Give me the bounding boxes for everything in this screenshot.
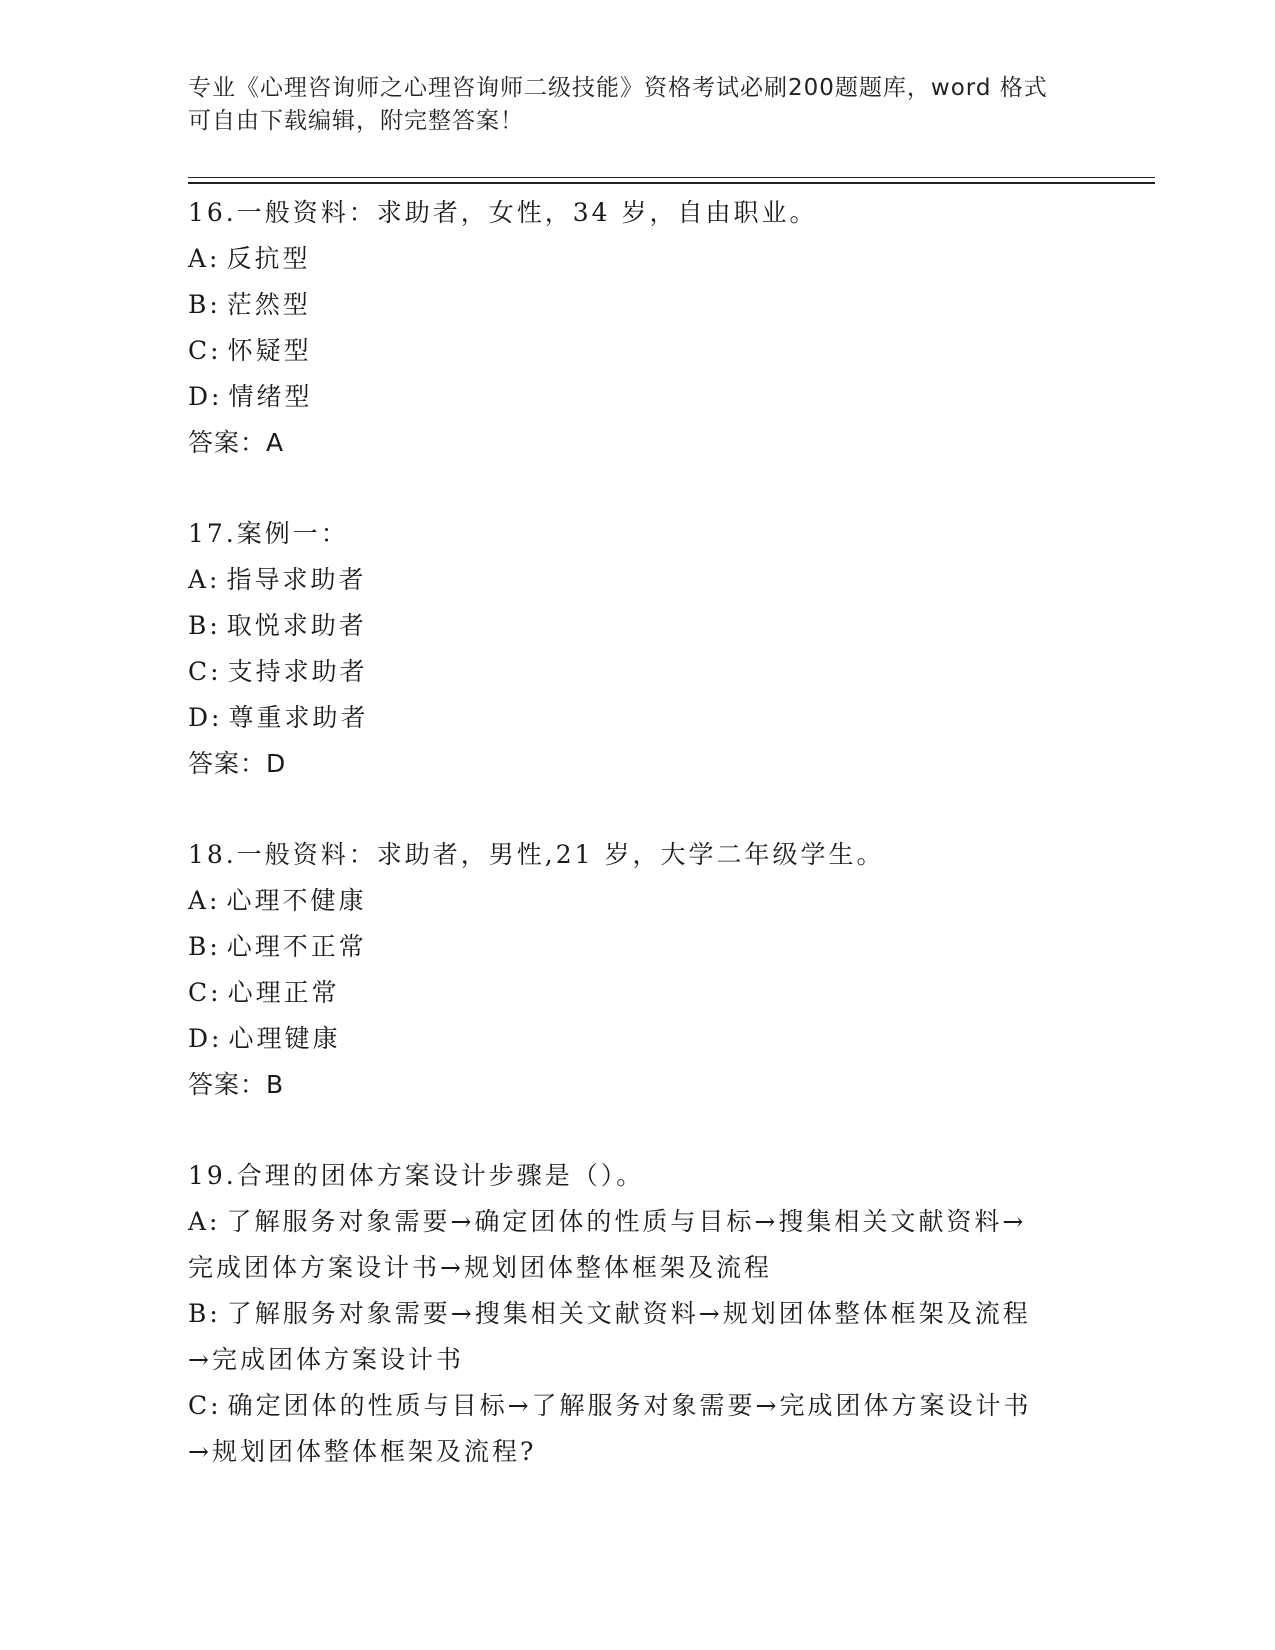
header-divider-thin (188, 177, 1155, 178)
option-label: A: (188, 1207, 221, 1236)
option-c (188, 1383, 1088, 1429)
question-18 (188, 832, 1088, 1108)
option-label: B: (188, 290, 221, 319)
option-text: 反抗型 (226, 244, 311, 273)
option-label: B: (188, 611, 221, 640)
answer-value: B (266, 1070, 285, 1099)
option-a-continued: 完成团体方案设计书→规划团体整体框架及流程 (188, 1253, 772, 1282)
answer-label: 答案： (188, 749, 267, 778)
option-text: 尊重求助者 (228, 703, 369, 732)
option-a (188, 878, 1088, 924)
option-label: A: (188, 244, 221, 273)
option-label: B: (188, 1299, 221, 1328)
answer-line (188, 741, 1088, 787)
question-16 (188, 190, 1088, 466)
answer-line (188, 420, 1088, 466)
option-text: 茫然型 (226, 290, 311, 319)
option-c (188, 649, 1088, 695)
option-label: D: (188, 1024, 223, 1053)
option-c-continued: →规划团体整体框架及流程? (188, 1437, 537, 1466)
option-label: C: (188, 1391, 222, 1420)
answer-label: 答案： (188, 1070, 267, 1099)
option-label: A: (188, 886, 221, 915)
option-label: C: (188, 978, 222, 1007)
option-b-continued: →完成团体方案设计书 (188, 1345, 464, 1374)
option-a (188, 1199, 1088, 1245)
answer-line (188, 1062, 1088, 1108)
option-text: 情绪型 (228, 382, 313, 411)
option-text: 心理正常 (227, 978, 340, 1007)
question-17 (188, 511, 1088, 787)
option-b (188, 282, 1088, 328)
header-divider-thick (188, 182, 1155, 184)
option-label: D: (188, 703, 223, 732)
option-d (188, 695, 1088, 741)
answer-value: A (266, 428, 285, 457)
option-label: B: (188, 932, 221, 961)
option-b (188, 1291, 1088, 1337)
option-text: 支持求助者 (227, 657, 368, 686)
option-text: 取悦求助者 (226, 611, 367, 640)
option-b (188, 924, 1088, 970)
option-b (188, 603, 1088, 649)
question-list (188, 190, 1088, 1520)
option-label: D: (188, 382, 223, 411)
option-text: 怀疑型 (227, 336, 312, 365)
answer-value: D (266, 749, 287, 778)
option-label: C: (188, 336, 222, 365)
option-d (188, 1016, 1088, 1062)
question-stem: 16.一般资料：求助者，女性，34 岁，自由职业。 (188, 198, 818, 227)
question-stem: 19.合理的团体方案设计步骤是（）。 (188, 1161, 645, 1190)
answer-label: 答案： (188, 428, 267, 457)
option-text-line-1: 了解服务对象需要→搜集相关文献资料→规划团体整体框架及流程 (226, 1299, 1031, 1328)
option-text: 指导求助者 (226, 565, 367, 594)
question-stem: 18.一般资料：求助者，男性,21 岁，大学二年级学生。 (188, 840, 885, 869)
document-header (188, 72, 1068, 138)
option-label: C: (188, 657, 222, 686)
option-text: 心理不健康 (226, 886, 367, 915)
option-c (188, 328, 1088, 374)
option-a (188, 557, 1088, 603)
option-d (188, 374, 1088, 420)
option-c (188, 970, 1088, 1016)
header-line-2: 可自由下载编辑，附完整答案！ (188, 108, 524, 134)
header-line-1: 专业《心理咨询师之心理咨询师二级技能》资格考试必刷200题题库，word 格式 (188, 75, 1048, 101)
option-text-line-1: 确定团体的性质与目标→了解服务对象需要→完成团体方案设计书 (227, 1391, 1032, 1420)
option-text: 心理键康 (228, 1024, 341, 1053)
option-a (188, 236, 1088, 282)
option-text-line-1: 了解服务对象需要→确定团体的性质与目标→搜集相关文献资料→ (226, 1207, 1027, 1236)
question-stem: 17.案例一： (188, 519, 349, 548)
option-text: 心理不正常 (226, 932, 367, 961)
question-19 (188, 1153, 1088, 1475)
option-label: A: (188, 565, 221, 594)
